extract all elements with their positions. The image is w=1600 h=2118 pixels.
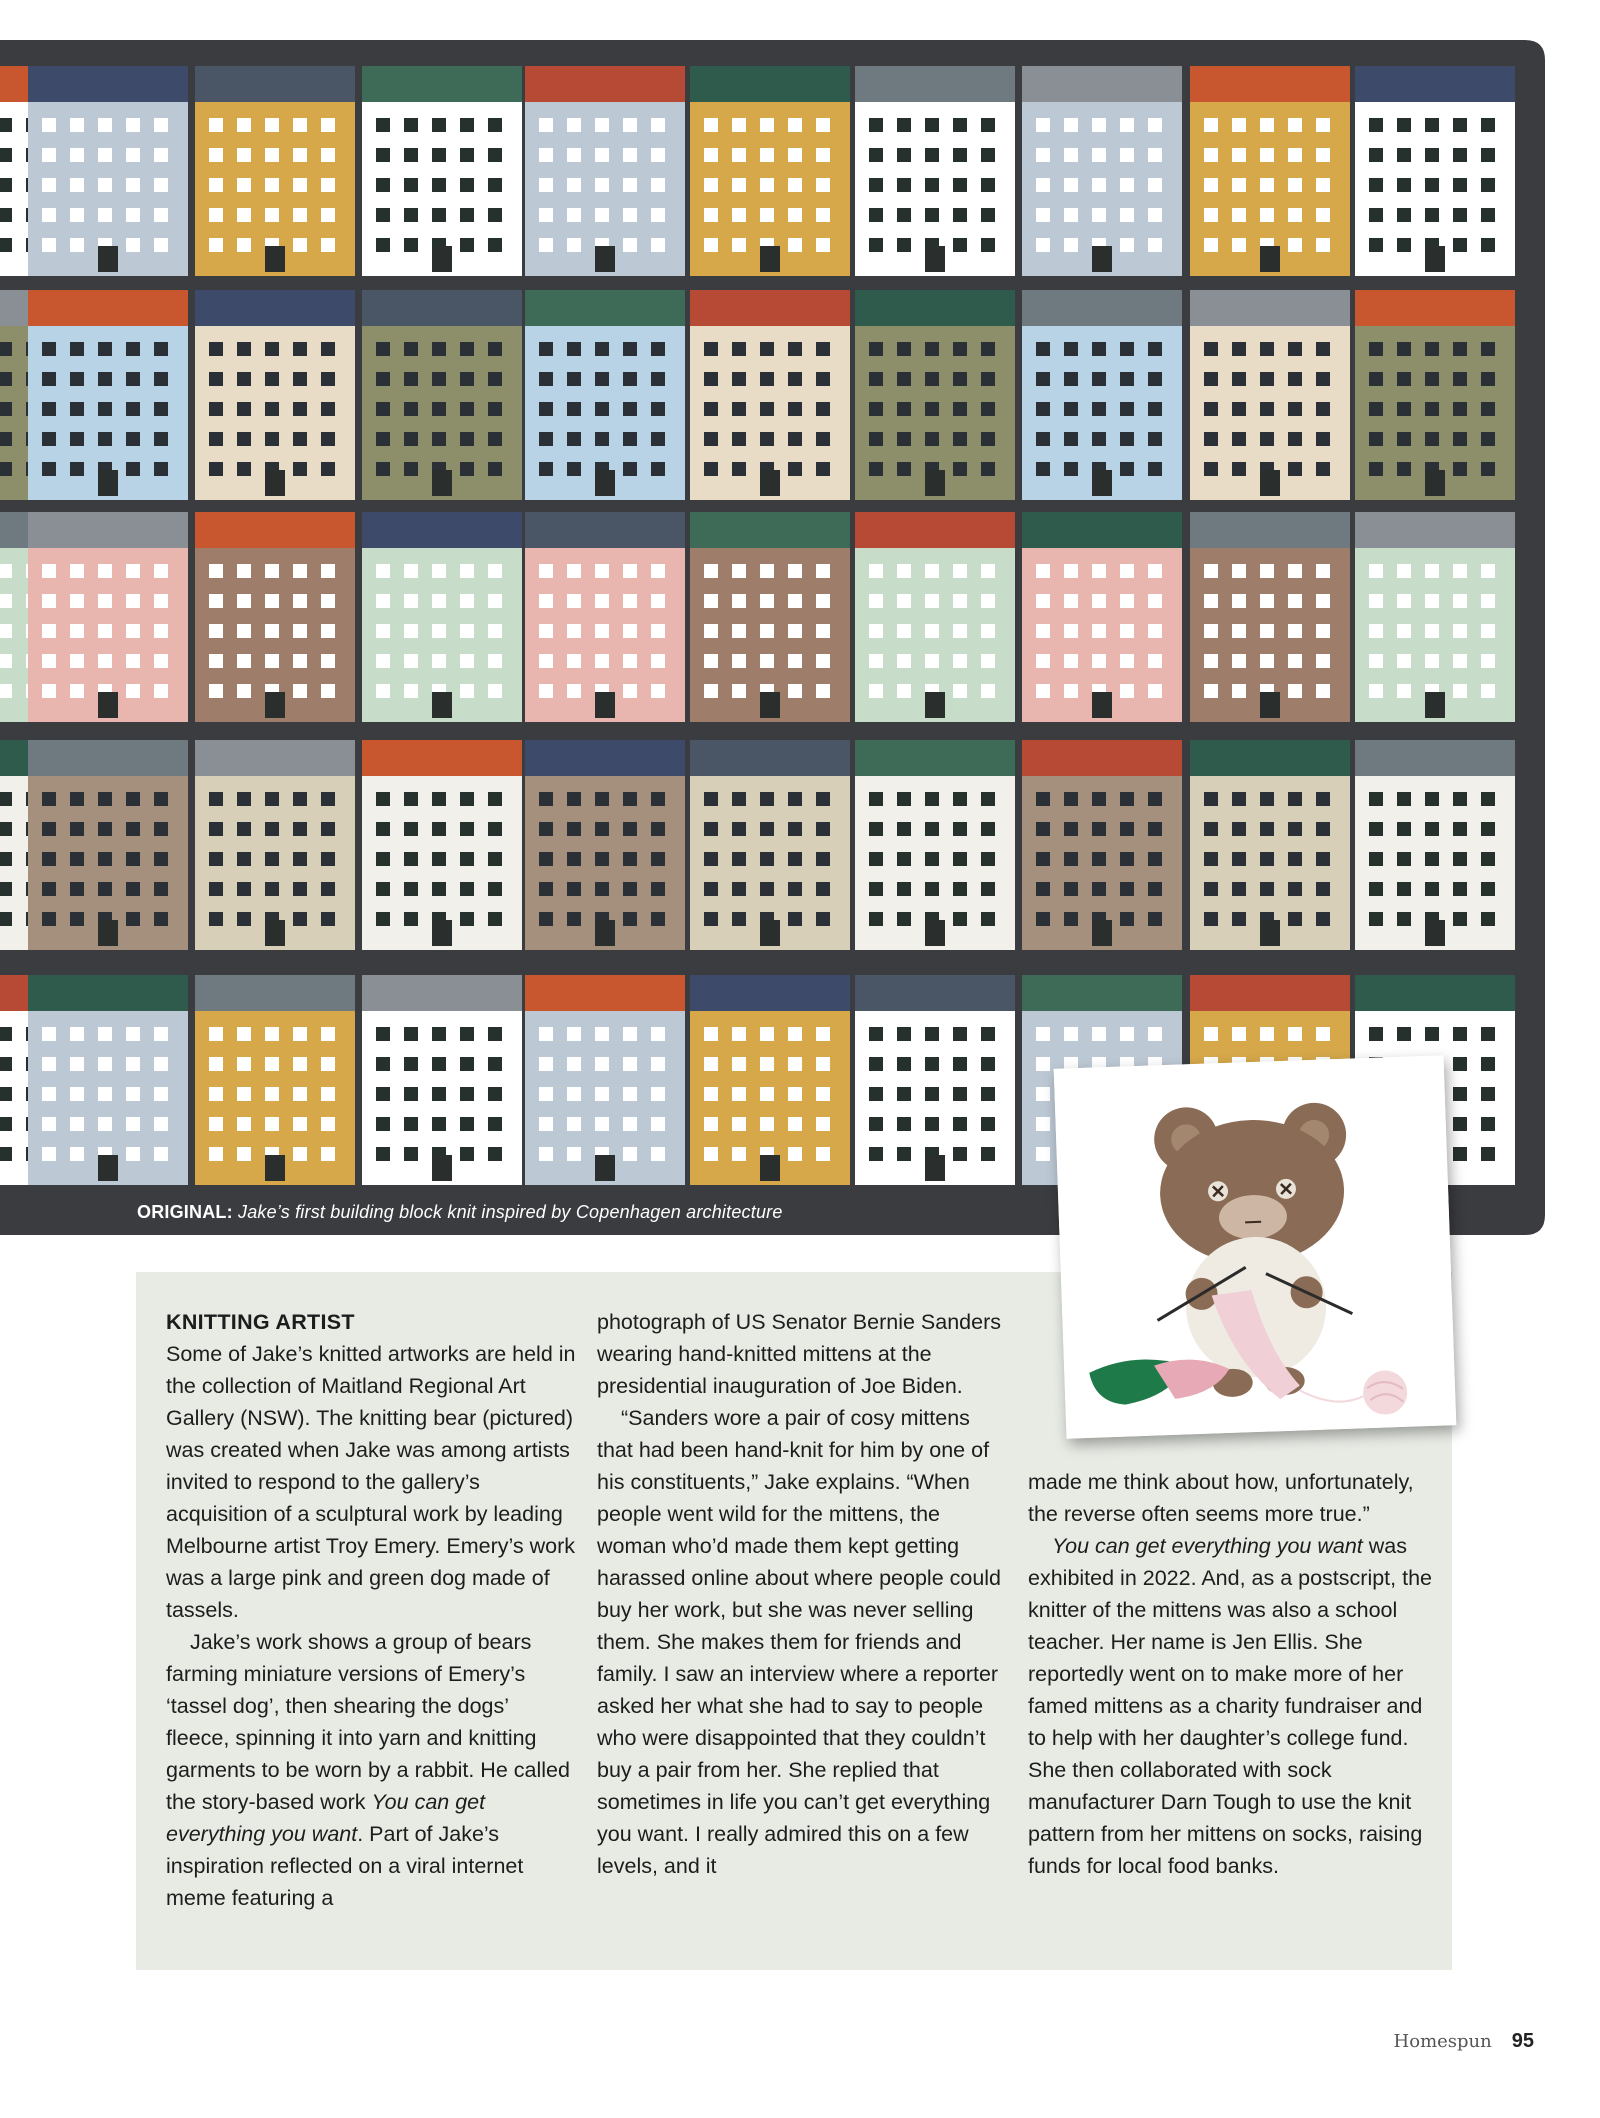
- text-run: was exhibited in 2022. And, as a postscript, the knitter of the mittens was also a school teacher. Her name is Jen Ellis. She reportedly went on to make more of her famed mittens as a charity fundraiser and to help with her daughter’s college fund. She then collaborated with sock manufacturer Darn Tough to use the knit pattern from her mittens on socks, raising funds for local food banks.: [1028, 1534, 1432, 1878]
- photo-caption: [137, 1202, 783, 1223]
- paragraph: [166, 1626, 576, 1914]
- text-run: Jake’s work shows a group of bears farming miniature versions of Emery’s ‘tassel dog’, then shearing the dogs’ fleece, spinning it into yarn and knitting garments to be worn by a rabbit. He called the story-based work: [166, 1630, 570, 1814]
- caption-label: ORIGINAL:: [137, 1202, 233, 1222]
- paragraph: photograph of US Senator Bernie Sanders wearing hand-knitted mittens at the presidential inauguration of Joe Biden.: [597, 1310, 1001, 1398]
- sidebar-heading: KNITTING ARTIST: [166, 1310, 355, 1334]
- paragraph: [1028, 1530, 1438, 1882]
- sidebar-column-2: [597, 1306, 1007, 1882]
- paragraph: made me think about how, unfortunately, the reverse often seems more true.”: [1028, 1470, 1414, 1526]
- paragraph: Some of Jake’s knitted artworks are held in the collection of Maitland Regional Art Gallery (NSW). The knitting bear (pictured) was created when Jake was among artists invited to respond to the gallery’s acquisition of a sculptural work by leading Melbourne artist Troy Emery. Emery’s work was a large pink and green dog made of tassels.: [166, 1342, 576, 1622]
- page-footer: [1394, 2030, 1534, 2053]
- caption-text: Jake’s first building block knit inspired by Copenhagen architecture: [238, 1202, 783, 1222]
- artwork-title: You can get everything you want: [166, 1790, 486, 1846]
- knitting-bear-photo: [1054, 1055, 1457, 1438]
- paragraph: “Sanders wore a pair of cosy mittens that had been hand-knit for him by one of his constituents,” Jake explains. “When people went wild for the mittens, the woman who’d made them kept getting harassed online about where people could buy her work, but she was never selling them. She makes them for friends and family. I saw an interview where a reporter asked her what she had to say to people who were disappointed that they couldn’t buy a pair from her. She replied that sometimes in life you can’t get everything you want. I really admired this on a few levels, and it: [597, 1406, 1002, 1878]
- sidebar-column-3: [1028, 1466, 1438, 1882]
- publication-name: Homespun: [1393, 2031, 1492, 2052]
- sidebar-column-1: [166, 1306, 576, 1914]
- text-run: . Part of Jake’s inspiration reflected on a viral internet meme featuring a: [166, 1822, 524, 1910]
- artwork-title: You can get everything you want: [1052, 1534, 1363, 1558]
- page-number: 95: [1511, 2030, 1534, 2052]
